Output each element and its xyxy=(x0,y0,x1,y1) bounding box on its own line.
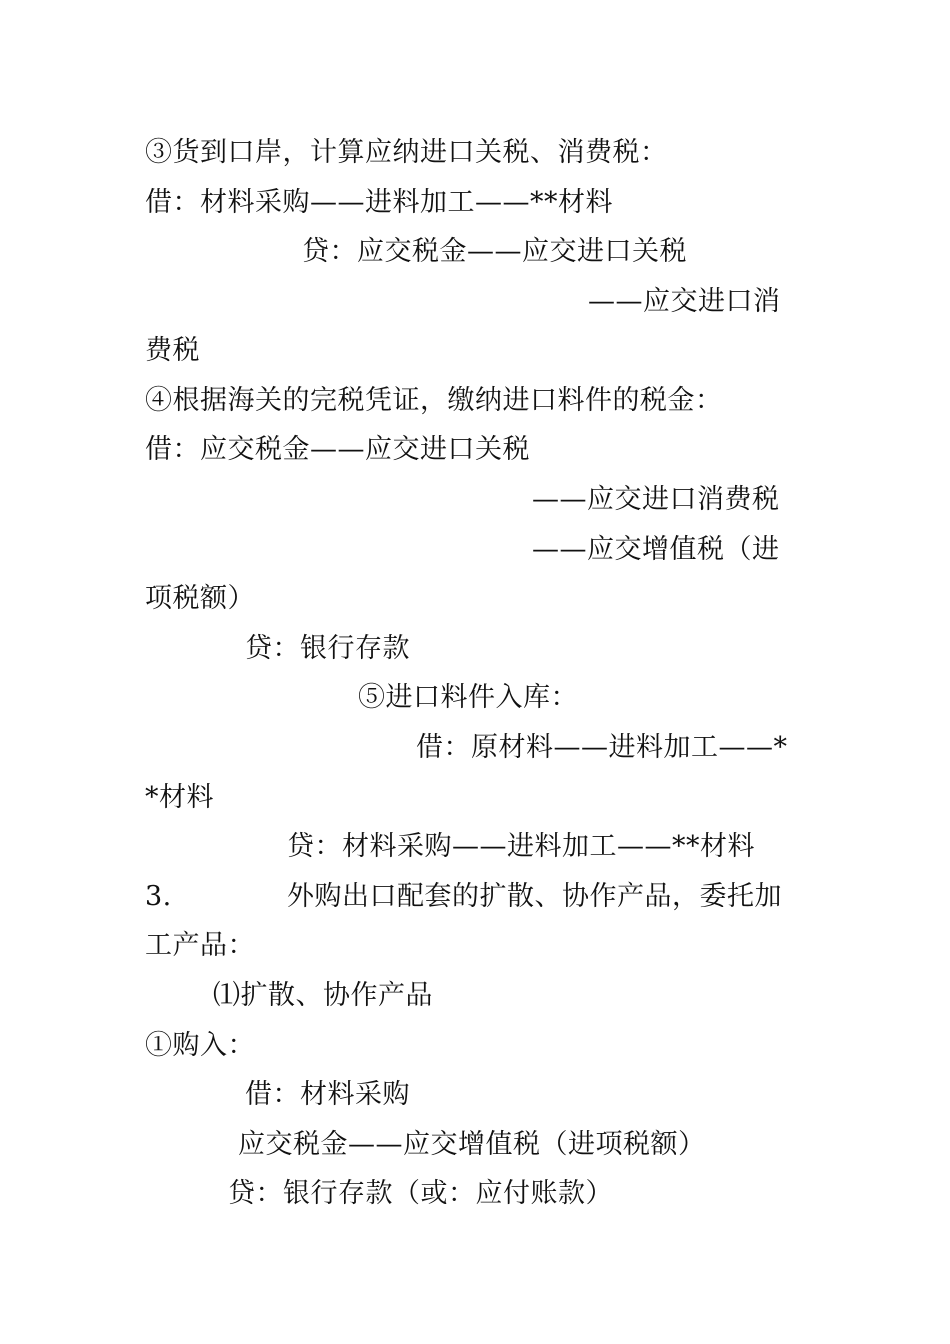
debit-entry-line: 借：材料采购 xyxy=(245,1079,410,1110)
debit-entry-line: 借：原材料——进料加工——* xyxy=(416,732,788,763)
credit-sub-entry-line: ——应交进口消 xyxy=(588,286,781,317)
section-3-heading-continuation: 工产品： xyxy=(145,930,255,961)
debit-entry-continuation: *材料 xyxy=(145,782,214,813)
credit-entry-line: 贷：银行存款 xyxy=(245,633,410,664)
debit-sub-entry-line: ——应交进口消费税 xyxy=(532,484,780,515)
step-5-heading: ⑤进口料件入库： xyxy=(358,682,578,713)
section-number: 3. xyxy=(145,881,172,912)
debit-sub-entry-continuation: 项税额） xyxy=(145,583,255,614)
step-3-heading: ③货到口岸，计算应纳进口关税、消费税： xyxy=(145,137,668,168)
debit-sub-entry-line: ——应交增值税（进 xyxy=(532,534,780,565)
debit-entry-line: 应交税金——应交增值税（进项税额） xyxy=(238,1129,706,1160)
credit-entry-line: 贷：银行存款（或：应付账款） xyxy=(228,1178,613,1209)
credit-entry-line: 贷：材料采购——进料加工——**材料 xyxy=(287,831,755,862)
step-4-heading: ④根据海关的完税凭证，缴纳进口料件的税金： xyxy=(145,385,723,416)
step-1-heading: ①购入： xyxy=(145,1030,255,1061)
credit-sub-entry-continuation: 费税 xyxy=(145,335,200,366)
section-3-heading: 外购出口配套的扩散、协作产品，委托加 xyxy=(287,881,782,912)
subsection-heading: ⑴扩散、协作产品 xyxy=(213,980,433,1011)
credit-entry-line: 贷：应交税金——应交进口关税 xyxy=(302,236,687,267)
debit-entry-line: 借：应交税金——应交进口关税 xyxy=(145,434,530,465)
debit-entry-line: 借：材料采购——进料加工——**材料 xyxy=(145,187,613,218)
